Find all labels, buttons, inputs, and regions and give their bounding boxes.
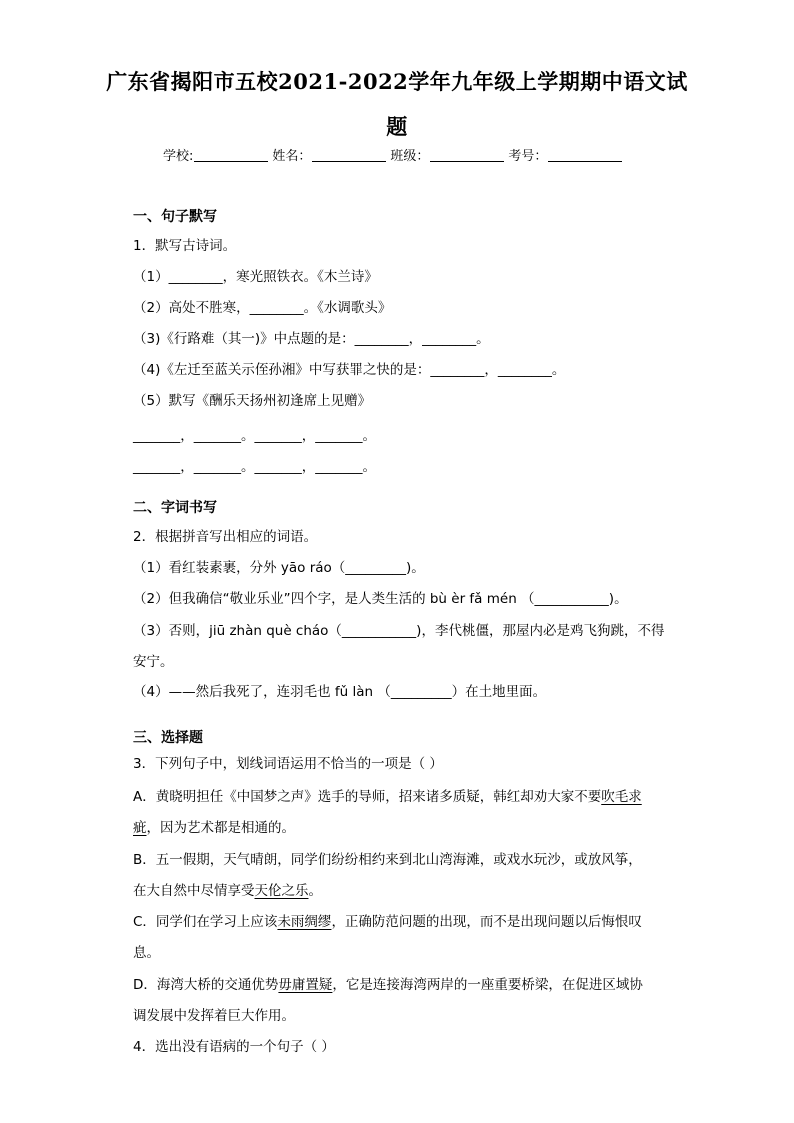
- school-label: 学校:: [163, 149, 194, 164]
- q3-option-b-end: 。: [308, 883, 322, 899]
- q1-line-6: _______，_______。_______，_______。: [133, 428, 376, 444]
- exam-number-blank: [548, 149, 622, 162]
- name-blank: [312, 149, 386, 162]
- exam-title-line1: 广东省揭阳市五校2021-2022学年九年级上学期期中语文试: [106, 69, 688, 94]
- q3-option-d-text: D．海湾大桥的交通优势: [133, 977, 279, 993]
- q3-option-b-cont: [133, 879, 322, 899]
- q3-option-c-cont: 息。: [133, 945, 160, 961]
- name-label: 姓名：: [272, 149, 312, 164]
- q3-option-a-cont: [133, 816, 295, 836]
- q1-stem: 1．默写古诗词。: [133, 238, 237, 254]
- q3-option-b-underlined: 天伦之乐: [254, 883, 309, 899]
- q3-option-c-text-end: ，正确防范问题的出现，而不是出现问题以后悔恨叹: [331, 914, 642, 930]
- q4-stem: 4．选出没有语病的一个句子（ ）: [133, 1039, 335, 1055]
- q1-line-5: （5）默写《酬乐天扬州初逢席上见赠》: [133, 393, 372, 409]
- q2-stem: 2．根据拼音写出相应的词语。: [133, 529, 318, 545]
- q3-option-c-text: C．同学们在学习上应该: [133, 914, 278, 930]
- school-blank: [194, 149, 268, 162]
- q1-line-7: _______，_______。_______，_______。: [133, 459, 376, 475]
- q3-option-c-underlined: 未雨绸缪: [277, 914, 332, 930]
- q2-line-3: （3）否则，jiū zhàn què cháo（___________)，李代桃僵，那屋内必是鸡飞狗跳，不得: [133, 623, 665, 639]
- exam-number-label: 考号：: [508, 149, 548, 164]
- q3-option-a: [133, 785, 642, 805]
- q3-option-d-cont: 调发展中发挥着巨大作用。: [133, 1008, 295, 1024]
- q3-option-b-text: 在大自然中尽情享受: [133, 883, 255, 899]
- q3-option-a-text: A．黄晓明担任《中国梦之声》选手的导师，招来诸多质疑，韩红却劝大家不要: [133, 789, 602, 805]
- section-heading-3: 三、选择题: [133, 730, 203, 746]
- q3-option-b: B．五一假期，天气晴朗，同学们纷纷相约来到北山湾海滩，或戏水玩沙，或放风筝，: [133, 852, 642, 868]
- student-info-row: [163, 145, 626, 164]
- q2-line-1: （1）看红装素裹，分外 yāo ráo（_________)。: [133, 560, 425, 576]
- q3-option-d: [133, 973, 643, 993]
- q3-option-a-underlined-cont: 疵: [133, 820, 147, 836]
- q1-line-3: （3)《行路难（其一)》中点题的是：________，________。: [133, 331, 490, 347]
- q3-option-a-underlined: 吹毛求: [601, 789, 642, 805]
- q2-line-2: （2）但我确信“敬业乐业”四个字，是人类生活的 bù èr fǎ mén （___________)。: [133, 591, 628, 607]
- q3-option-d-text-end: ，它是连接海湾两岸的一座重要桥梁，在促进区域协: [332, 977, 643, 993]
- q3-option-c: [133, 910, 642, 930]
- section-heading-2: 二、字词书写: [133, 500, 217, 516]
- q1-line-2: （2）高处不胜寒，________。《水调歌头》: [133, 300, 392, 316]
- q1-line-4: （4)《左迁至蓝关示侄孙湘》中写获罪之快的是：________，________。: [133, 362, 566, 378]
- q1-line-1: （1）________，寒光照铁衣。《木兰诗》: [133, 269, 378, 285]
- section-heading-1: 一、句子默写: [133, 209, 217, 225]
- exam-title-line2: 题: [386, 114, 408, 139]
- q3-option-d-underlined: 毋庸置疑: [278, 977, 333, 993]
- class-label: 班级：: [390, 149, 430, 164]
- q3-stem: 3．下列句子中，划线词语运用不恰当的一项是（ ）: [133, 756, 443, 772]
- q2-line-3-cont: 安宁。: [133, 654, 174, 670]
- q2-line-4: （4）——然后我死了，连羽毛也 fǔ làn （_________）在土地里面。: [133, 684, 547, 700]
- class-blank: [430, 149, 504, 162]
- q3-option-a-text-cont: ，因为艺术都是相通的。: [146, 820, 295, 836]
